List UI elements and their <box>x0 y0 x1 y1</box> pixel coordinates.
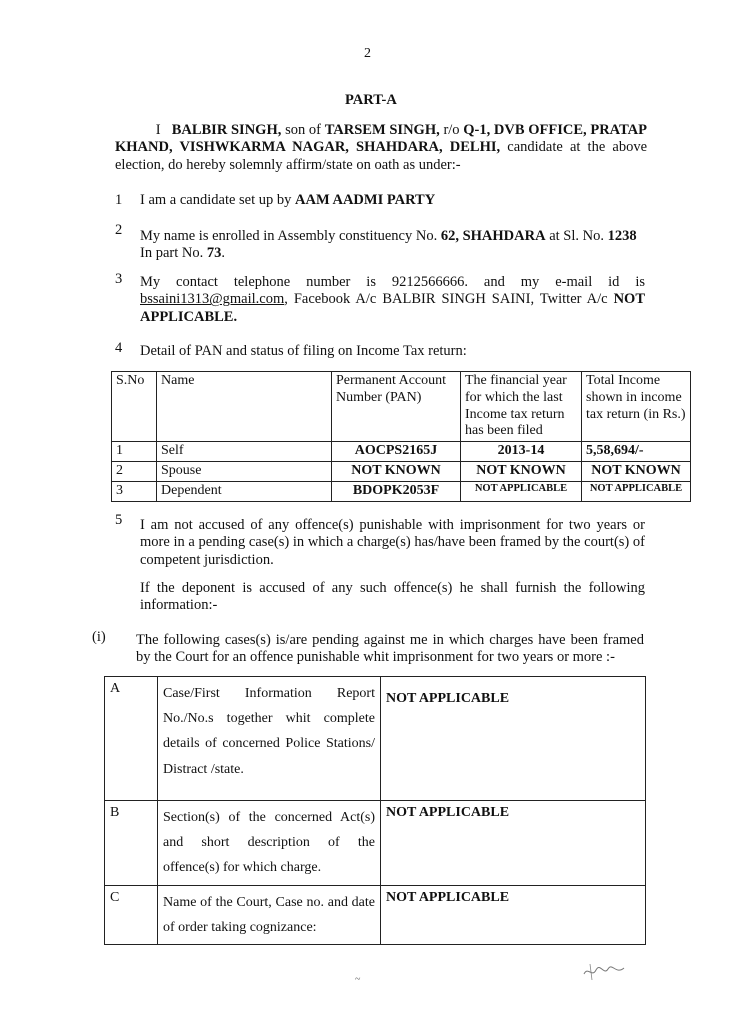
item-1-number: 1 <box>115 192 123 208</box>
item-2-body-c: In part No. <box>140 245 204 262</box>
item-3-number: 3 <box>115 271 123 287</box>
item-i-text: The following cases(s) is/are pending against me in which charges have been framed by the Court for an offence punishable whit imprisonment for two years or more :- <box>136 632 644 666</box>
ro-text: r/o <box>443 122 460 138</box>
row-year: NOT KNOWN <box>461 461 582 481</box>
case-label: A <box>105 677 158 801</box>
row-income: 5,58,694/- <box>582 442 691 462</box>
case-description: Name of the Court, Case no. and date of order taking cognizance: <box>158 885 381 944</box>
item-3-text <box>140 274 645 326</box>
item-4-text: Detail of PAN and status of filing on Income Tax return: <box>140 343 467 359</box>
item-i-number: (i) <box>92 629 106 645</box>
table-row <box>112 442 691 462</box>
part-number: 73 <box>206 245 222 262</box>
header-income: Total Income shown in income tax return (in Rs.) <box>582 372 691 442</box>
row-pan: AOCPS2165J <box>332 442 461 462</box>
candidate-address: Q-1, DVB OFFICE, PRATAP KHAND, VISHWKARMA NAGAR, SHAHDARA, DELHI, <box>115 122 648 156</box>
scan-mark: ~ <box>355 974 361 985</box>
case-value: NOT APPLICABLE <box>381 801 646 886</box>
intro-rest: candidate at the above election, do hereby solemnly affirm/state on oath as under:- <box>115 139 648 173</box>
part-heading: PART-A <box>345 92 397 108</box>
row-name: Dependent <box>157 481 332 501</box>
serial-number: 1238 <box>607 228 637 244</box>
pan-table <box>111 371 691 502</box>
row-name: Self <box>157 442 332 462</box>
case-value: NOT APPLICABLE <box>381 885 646 944</box>
case-description: Case/First Information Report No./No.s together whit complete details of concerned Police Stations/ Distract /state. <box>158 677 381 801</box>
item-4-number: 4 <box>115 340 123 356</box>
email-link[interactable]: bssaini1313@gmail.com <box>140 291 285 308</box>
row-pan: NOT KNOWN <box>332 461 461 481</box>
father-name: TARSEM SINGH, <box>324 122 440 138</box>
cases-table <box>104 676 646 945</box>
header-pan: Permanent Account Number (PAN) <box>332 372 461 442</box>
table-row <box>105 677 646 801</box>
item-3-body-a: My contact telephone number is 9212566666. and my e-mail id is <box>140 274 645 290</box>
pan-table-header-row <box>112 372 691 442</box>
row-sno: 3 <box>112 481 157 501</box>
intro-lead: I <box>155 122 161 138</box>
party-name: AAM AADMI PARTY <box>295 192 436 208</box>
header-name: Name <box>157 372 332 442</box>
table-row <box>105 885 646 944</box>
item-3-body-b: , Facebook A/c BALBIR SINGH SAINI, Twitter A/c <box>284 291 608 308</box>
item-5-number: 5 <box>115 512 123 528</box>
header-year: The financial year for which the last Income tax return has been filed <box>461 372 582 442</box>
table-row <box>105 801 646 886</box>
row-sno: 1 <box>112 442 157 462</box>
item-2-number: 2 <box>115 222 123 238</box>
item-2-body-a: My name is enrolled in Assembly constituency No. <box>140 228 438 244</box>
item-1-text <box>140 192 645 209</box>
intro-paragraph <box>115 122 647 174</box>
header-sno: S.No <box>112 372 157 442</box>
case-label: B <box>105 801 158 886</box>
case-description: Section(s) of the concerned Act(s) and short description of the offence(s) for which charge. <box>158 801 381 886</box>
candidate-name: BALBIR SINGH, <box>171 122 282 138</box>
case-label: C <box>105 885 158 944</box>
twitter-value: NOT APPLICABLE. <box>140 291 645 325</box>
item-2-body-b: at Sl. No. <box>549 228 604 244</box>
row-income: NOT KNOWN <box>582 461 691 481</box>
item-1-body: I am a candidate set up by <box>140 192 292 208</box>
item-2-body-d: . <box>221 245 225 262</box>
table-row <box>112 481 691 501</box>
son-of-text: son of <box>285 122 321 138</box>
row-pan: BDOPK2053F <box>332 481 461 501</box>
row-year: 2013-14 <box>461 442 582 462</box>
row-name: Spouse <box>157 461 332 481</box>
item-5-followup: If the deponent is accused of any such offence(s) he shall furnish the following information:- <box>140 580 645 614</box>
item-2-text <box>140 228 645 263</box>
table-row <box>112 461 691 481</box>
row-year: NOT APPLICABLE <box>461 481 582 501</box>
case-value: NOT APPLICABLE <box>381 677 646 801</box>
signature-mark <box>580 960 628 982</box>
row-income: NOT APPLICABLE <box>582 481 691 501</box>
page-number: 2 <box>364 46 371 61</box>
item-5-text: I am not accused of any offence(s) punishable with imprisonment for two years or more in a pending case(s) in which a charge(s) has/have been framed by the court(s) of competent jurisdiction. <box>140 517 645 568</box>
row-sno: 2 <box>112 461 157 481</box>
constituency: 62, SHAHDARA <box>440 228 546 244</box>
